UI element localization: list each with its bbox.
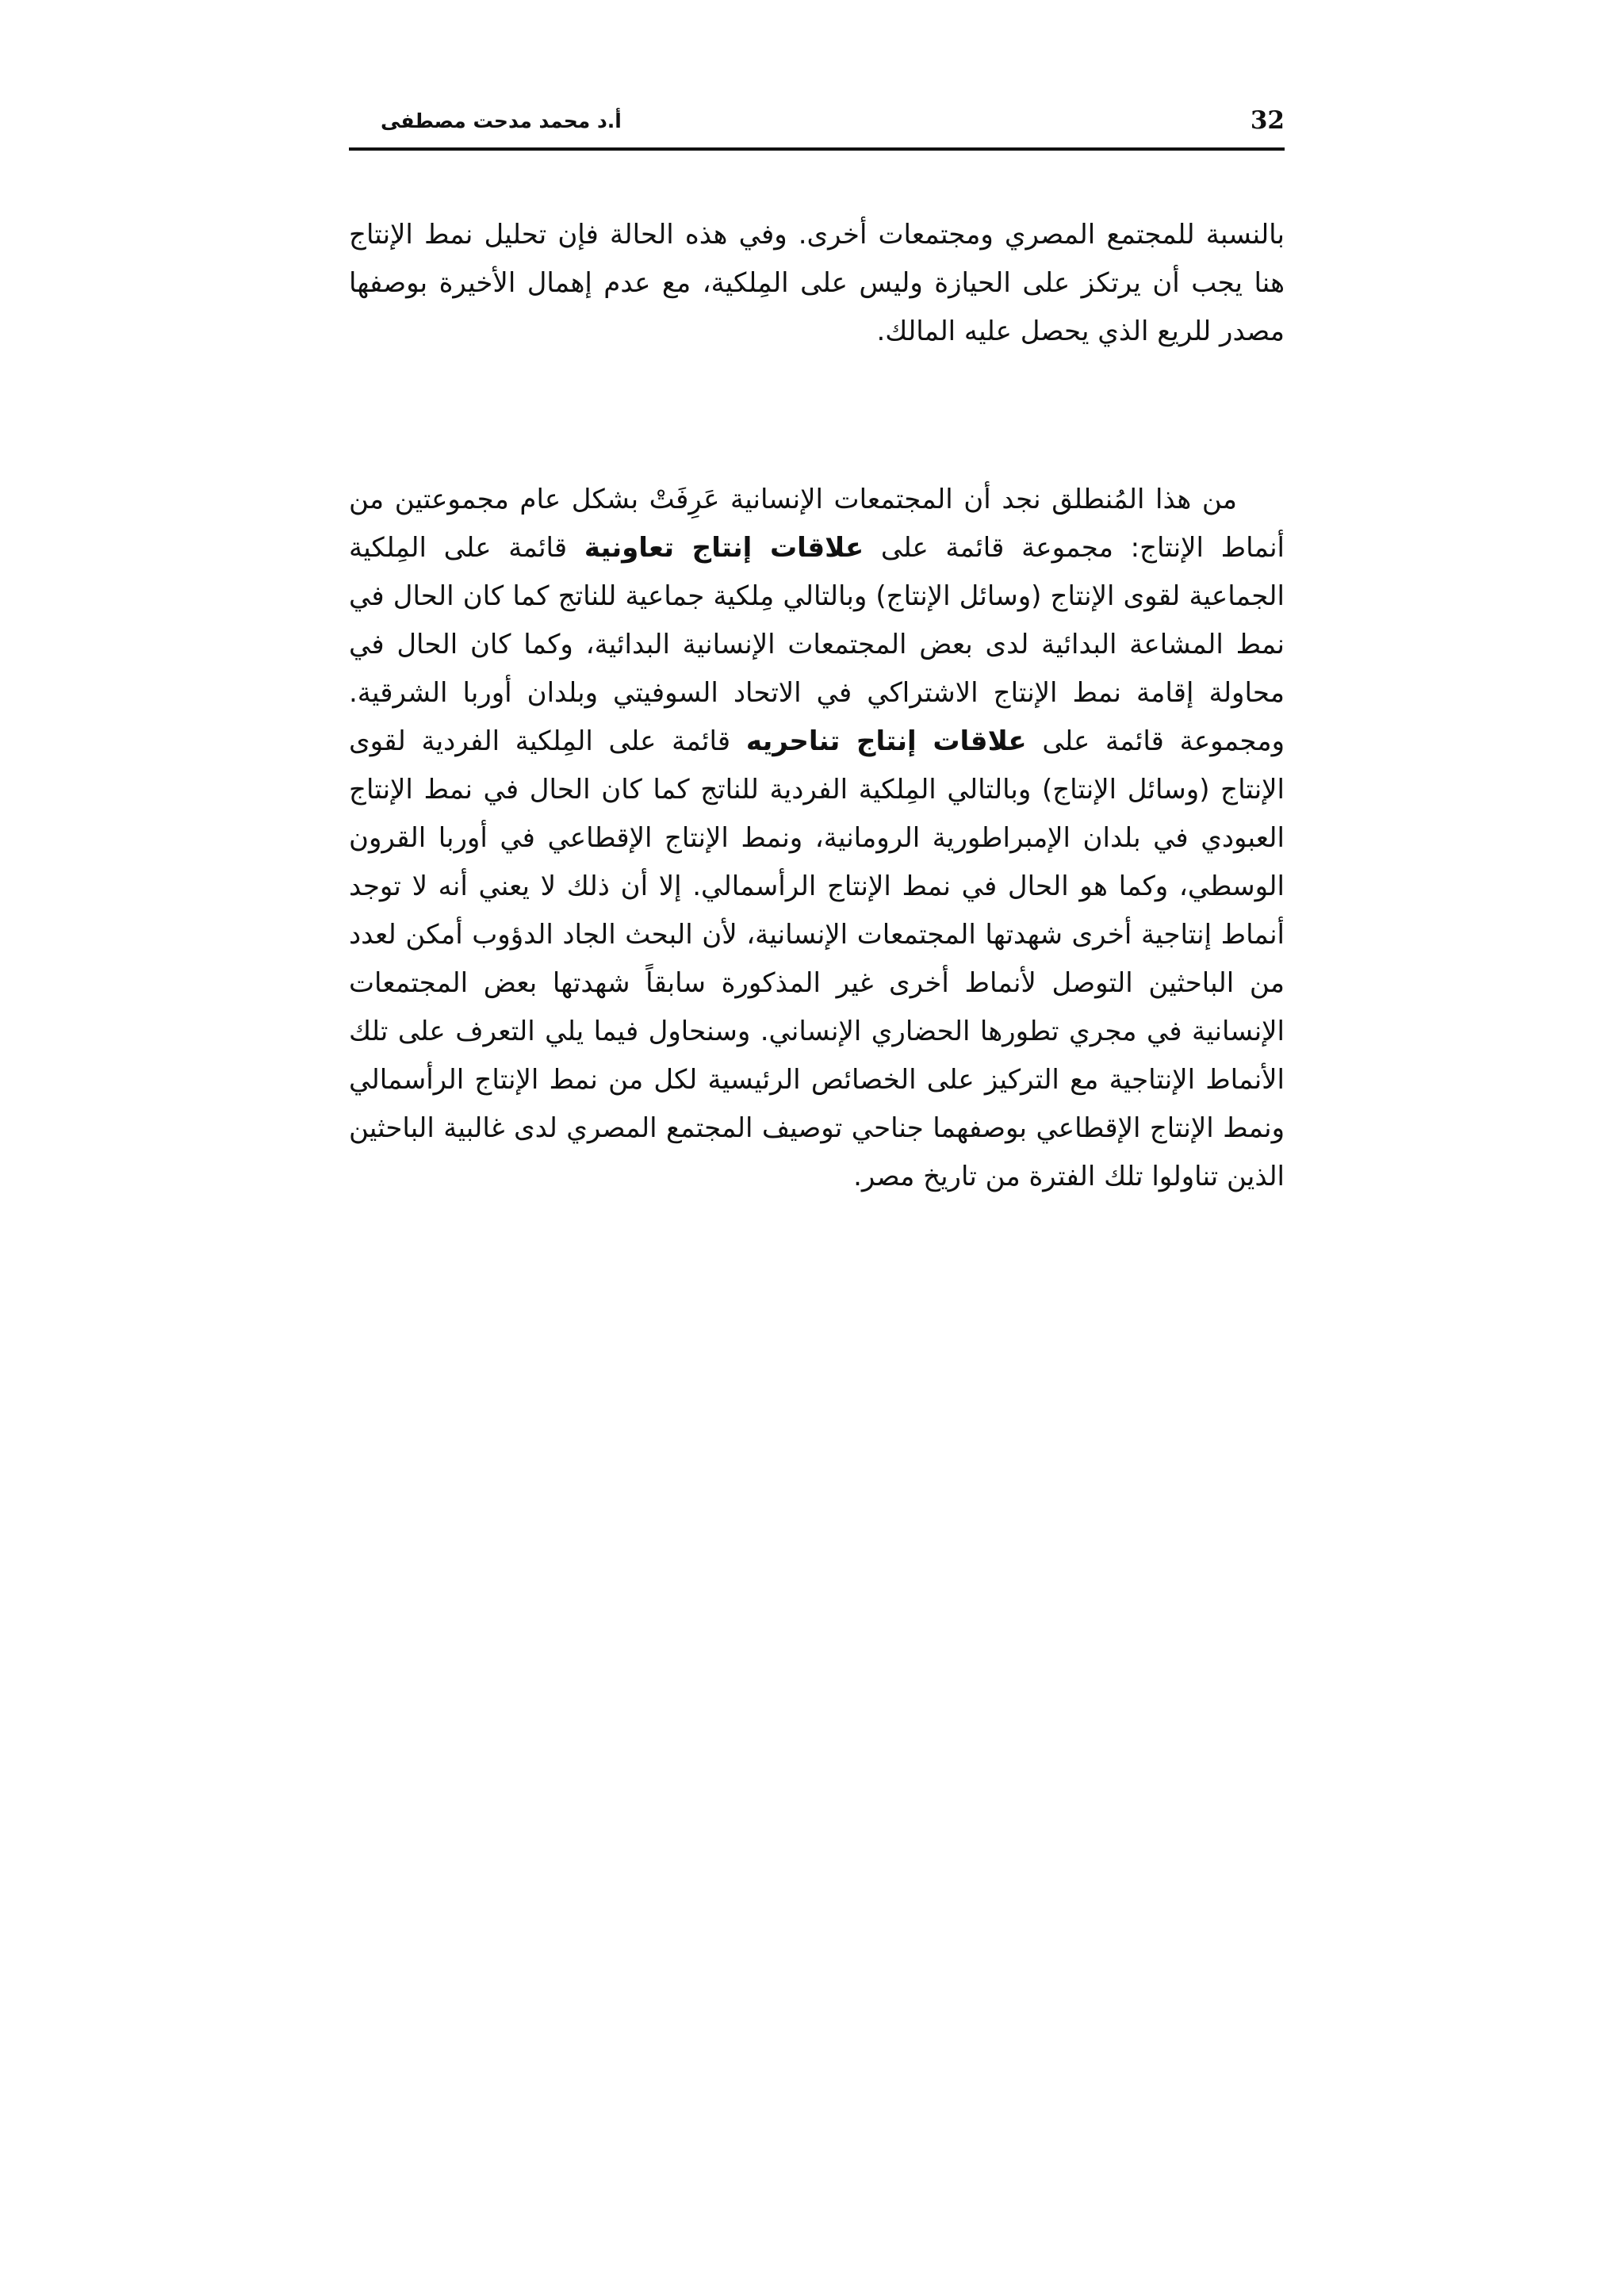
page-number: 32 — [1250, 106, 1285, 135]
emphasis-cooperative-relations: علاقات إنتاج تعاونية — [584, 532, 864, 564]
paragraph-1: بالنسبة للمجتمع المصري ومجتمعات أخرى. وفي هذه الحالة فإن تحليل نمط الإنتاج هنا يجب أن يرتكز على الحيازة وليس على المِلكية، مع عدم إهمال الأخيرة بوصفها مصدر للريع الذي يحصل عليه المالك. — [349, 219, 1285, 347]
paragraph-2-text-1: من هذا المُنطلق نجد أن المجتمعات الإنسانية عَرِفَتْ بشكل عام مجموعتين من أنماط الإنتاج: مجموعة قائمة على — [349, 484, 1285, 564]
emphasis-antagonistic-relations: علاقات إنتاج تناحريه — [745, 725, 1027, 757]
paragraph-2 — [349, 476, 1285, 1201]
page-header — [349, 101, 1285, 151]
paragraph-2-text-2: قائمة على المِلكية الجماعية لقوى الإنتاج (وسائل الإنتاج) وبالتالي مِلكية جماعية للناتج كما كان الحال في نمط المشاعة البدائية لدى بعض المجتمعات الإنسانية البدائية، وكما كان الحال في محاولة إقامة نمط الإنتاج الاشتراكي في الاتحاد السوفيتي وبلدان أوربا الشرقية. ومجموعة قائمة على — [349, 532, 1285, 757]
paragraph-2-text-3: قائمة على المِلكية الفردية لقوى الإنتاج (وسائل الإنتاج) وبالتالي المِلكية الفردية للناتج كما كان الحال في نمط الإنتاج العبودي في بلدان الإمبراطورية الرومانية، ونمط الإنتاج الإقطاعي في أوربا القرون الوسطي، وكما هو الحال في نمط الإنتاج الرأسمالي. إلا أن ذلك لا يعني أنه لا توجد أنماط إنتاجية أخرى شهدتها المجتمعات الإنسانية، لأن البحث الجاد الدؤوب أمكن لعدد من الباحثين التوصل لأنماط أخرى غير المذكورة سابقاً شهدتها بعض المجتمعات الإنسانية في مجري تطورها الحضاري الإنساني. وسنحاول فيما يلي التعرف على تلك الأنماط الإنتاجية مع التركيز على الخصائص الرئيسية لكل من نمط الإنتاج الرأسمالي ونمط الإنتاج الإقطاعي بوصفهما جناحي توصيف المجتمع المصري لدى غالبية الباحثين الذين تناولوا تلك الفترة من تاريخ مصر. — [349, 725, 1285, 1192]
header-divider — [349, 147, 1285, 151]
author-name: أ.د محمد مدحت مصطفى — [381, 109, 622, 132]
